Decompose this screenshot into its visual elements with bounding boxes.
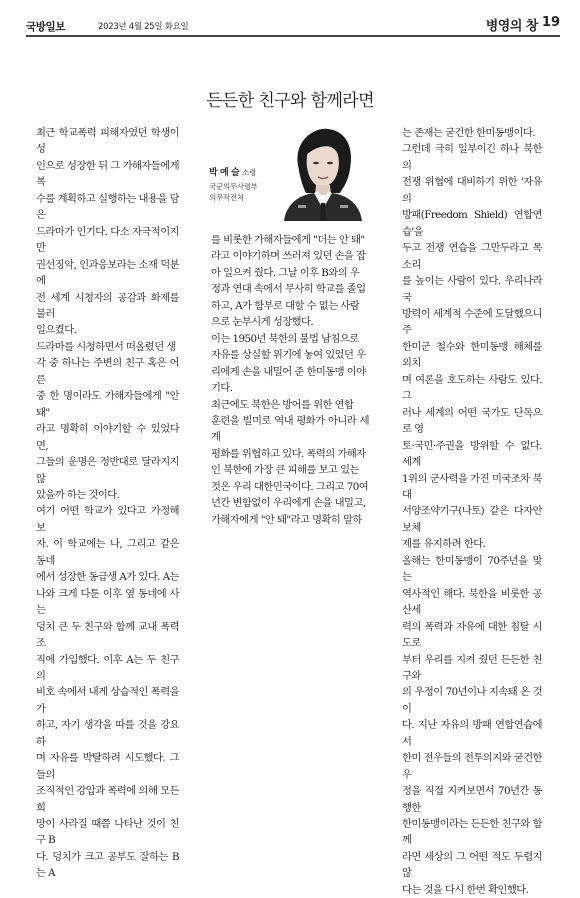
issue-date: 2023년 4월 25일 화요일 xyxy=(98,22,189,32)
paragraph: 그런데 극히 일부이긴 하나 북한의 전쟁 위협에 대비하기 위한 '자유의 방패(Freedom Shield) 연합연습'을 두고 전쟁 연습을 그만두라고 목소리 를 높이는 사람이 있다. 우리나라 국 방력이 세계적 수준에 도달했으니 주 한미군 철수와 한미동맹 해체를 외치 며 여론을 호도하는 사람도 있다. 그 러나 세계의 어떤 국가도 단독으로 영 토·국민·주권을 방위할 수 없다. 세계 1위의 군사력을 가진 미국조차 북대 서양조약기구(나토) 같은 다자안보체 제를 유지하려 한다. xyxy=(402,143,542,551)
paragraph: 올해는 한미동맹이 70주년을 맞는 역사적인 해다. 북한을 비롯한 공산세 력의 폭력과 자유에 대한 침탈 시도로 부터 우리를 지켜 줬던 든든한 친구와 의 우정이 70년이나 지속돼 온 것이 다. 지난 자유의 방패 연합연습에서 한미 전우들의 전투의지와 굳건한 우 정을 직접 지켜보면서 70년간 동행한 한미동맹이라는 든든한 친구와 함께 라면 세상의 그 어떤 적도 두렵지 않 다는 것을 다시 한번 확인했다. xyxy=(402,554,542,896)
author-name: 박 예 슬 소령 xyxy=(209,168,256,178)
paragraph: 최근 학교폭력 피해자였던 학생이 성 인으로 성장한 뒤 그 가해자들에게 복 수를 계획하고 실행하는 내용을 담은 드라마가 인기다. 다소 자극적이지만 권선징악, 인과응보라는 소재 덕분에 전 세계 시청자의 공감과 화제를 불러 일으켰다. xyxy=(36,127,179,337)
paragraph: 를 비롯한 가해자들에게 "더는 안 돼" 라고 이야기하며 쓰러져 있던 손을 잡 아 일으켜 줬다. 그날 이후 B와의 우 정과 연대 속에서 무사히 학교를 졸업 하고, A가 함부로 대할 수 없는 사람 으로 눈부시게 성장했다. xyxy=(211,234,366,329)
author-affiliation: 국군의무사령부 의무작전처 xyxy=(209,182,258,202)
paragraph: 최근에도 북한은 방어를 위한 연합 훈련을 빌미로 역내 평화가 아니라 세계 평화를 위협하고 있다. 폭력의 가해자 인 북한에 가장 큰 피해를 보고 있는 것은 우리 대한민국이다. 그리고 70여 년간 변함없이 우리에게 손을 내밀고, 가해자에게 "안 돼"라고 명확히 말하 xyxy=(211,398,369,526)
newspaper-logo: 국방일보 xyxy=(26,21,65,33)
author-byline xyxy=(200,125,372,225)
paragraph: 이는 1950년 북한의 불법 남침으로 자유를 상실할 위기에 놓여 있었던 우 리에게 손을 내밀어 준 한미동맹 이야 기다. xyxy=(211,332,366,395)
paragraph: 는 존재는 굳건한 한미동맹이다. xyxy=(402,127,536,139)
article-column-2 xyxy=(211,232,369,528)
article-column-1 xyxy=(36,125,179,882)
article-headline: 든든한 친구와 함께라면 xyxy=(206,91,374,111)
author-rank: 소령 xyxy=(242,168,256,177)
page-number: 19 xyxy=(541,15,560,30)
paragraph: 여기 어떤 학교가 있다고 가정해 보 자. 이 학교에는 나, 그리고 같은 동네 에서 성장한 동급생 A가 있다. A는 나와 크게 다툰 이후 옆 동네에 사는 덩치 큰 두 친구와 함께 교내 폭력조 직에 가입했다. 이후 A는 두 친구의 비호 속에서 내게 상습적인 폭력을 가 하고, 자기 생각을 따를 것을 강요하 며 자유를 박탈하려 시도했다. 그들의 조직적인 강압과 폭력에 의해 모든 희 망이 사라질 때쯤 나타난 것이 친구 B 다. 덩치가 크고 공부도 잘하는 B는 A xyxy=(36,505,179,880)
masthead xyxy=(26,6,560,36)
section-name: 병영의 창 xyxy=(485,19,538,34)
author-photo xyxy=(276,125,366,221)
masthead-divider xyxy=(26,35,560,37)
article-column-3 xyxy=(402,125,542,898)
paragraph: 드라마를 시청하면서 떠올렸던 생 각 중 하나는 주변의 친구 혹은 어른 중 한 명이라도 가해자들에게 "안 돼" 라고 명확히 이야기할 수 있었다면, 그들의 운명은 정반대로 달라지지 않 았을까 하는 것이다. xyxy=(36,340,179,501)
